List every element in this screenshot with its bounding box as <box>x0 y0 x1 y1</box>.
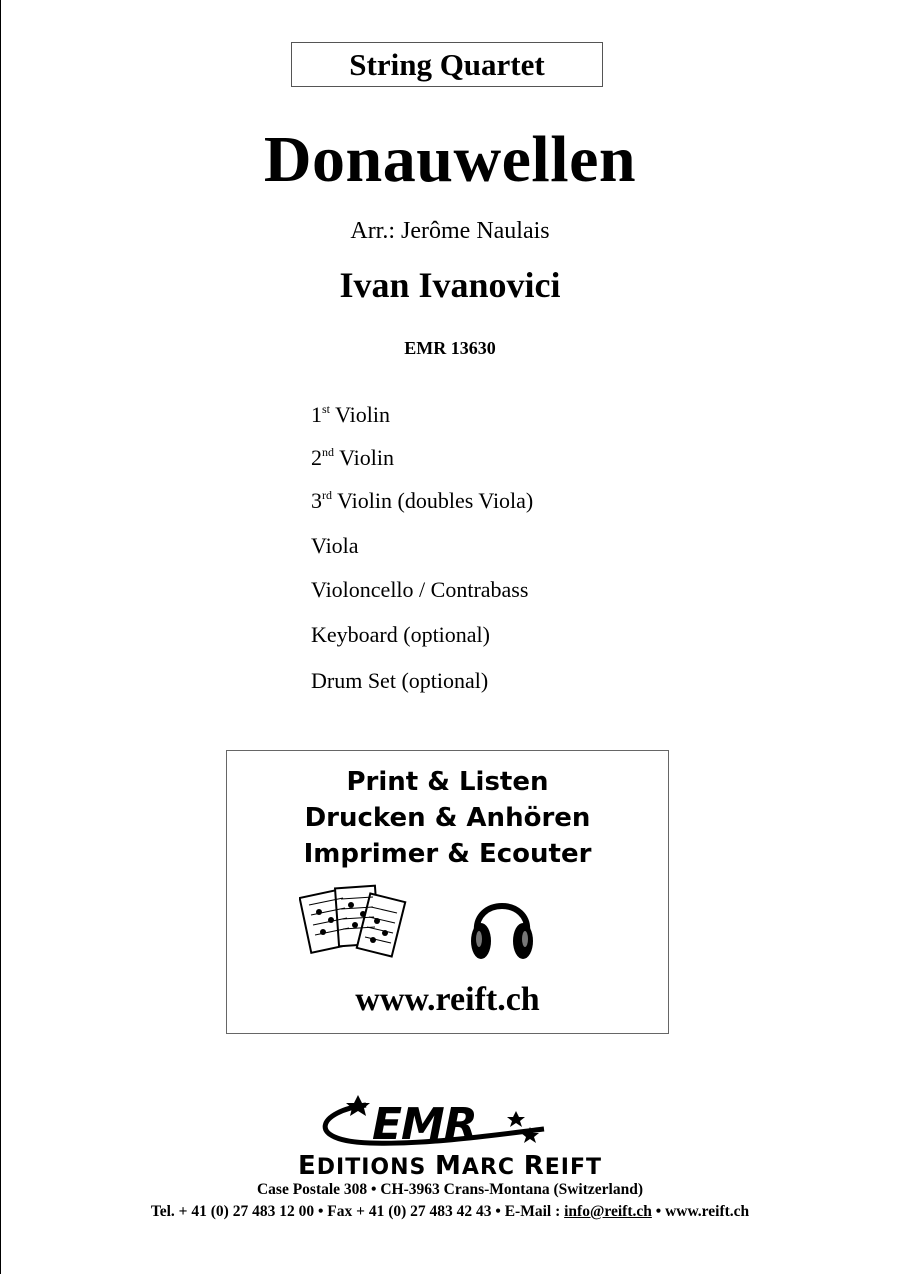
promo-line-english: Print & Listen <box>346 767 549 797</box>
part-item: Keyboard (optional) <box>311 622 490 647</box>
publisher-contacts: Tel. + 41 (0) 27 483 12 00 • Fax + 41 (0) 27 483 42 43 • E-Mail : info@reift.ch • www.reift.ch <box>150 1203 750 1220</box>
promo-line-french: Imprimer & Ecouter <box>303 839 592 869</box>
part-item: Viola <box>311 533 359 558</box>
email-link[interactable]: info@reift.ch <box>564 1203 652 1220</box>
ensemble-label-box <box>291 42 603 87</box>
ensemble-label: String Quartet <box>349 46 545 82</box>
part-item: Drum Set (optional) <box>311 668 489 693</box>
headphones-icon <box>467 887 537 967</box>
part-item: Violoncello / Contrabass <box>311 577 529 602</box>
fax-number: Fax + 41 (0) 27 483 42 43 <box>327 1203 492 1220</box>
arranger-credit: Arr.: Jerôme Naulais <box>350 218 550 244</box>
piece-title: Donauwellen <box>263 123 637 196</box>
website-link[interactable]: www.reift.ch <box>665 1203 750 1220</box>
catalog-number: EMR 13630 <box>404 338 496 358</box>
sheet-music-icon <box>299 883 411 967</box>
telephone-number: Tel. + 41 (0) 27 483 12 00 <box>150 1203 315 1220</box>
part-item: 3rd Violin (doubles Viola) <box>311 488 534 513</box>
emr-logo <box>310 1093 550 1153</box>
promo-line-german: Drucken & Anhören <box>304 803 591 833</box>
email-label: E-Mail : <box>504 1203 561 1220</box>
promo-website: www.reift.ch <box>355 981 540 1018</box>
print-listen-promo <box>226 750 669 1034</box>
publisher-address: Case Postale 308 • CH-3963 Crans-Montana (Switzerland) <box>256 1181 643 1198</box>
composer-name: Ivan Ivanovici <box>339 265 561 305</box>
publisher-name: EDITIONS MARC REIFT <box>298 1151 602 1181</box>
part-item: 2nd Violin <box>311 445 395 470</box>
logo-text: EMR <box>372 1099 477 1150</box>
part-item: 1st Violin <box>311 402 391 427</box>
